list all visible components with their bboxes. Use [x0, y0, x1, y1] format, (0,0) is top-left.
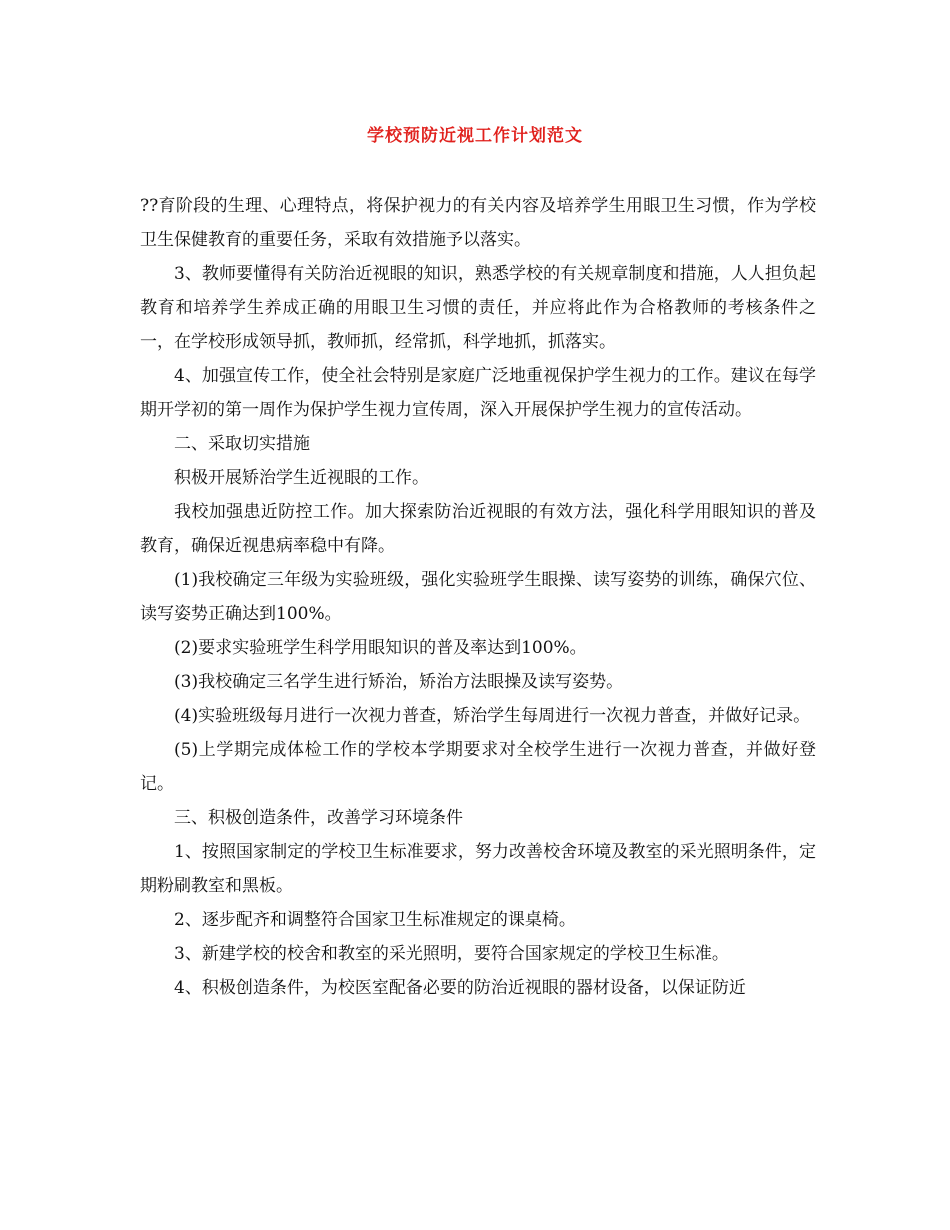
section-heading-measures: 二、采取切实措施	[174, 434, 310, 454]
paragraph-env-3: 3、新建学校的校舍和教室的采光照明，要符合国家规定的学校卫生标准。	[174, 944, 729, 964]
paragraph-prevention-control: 我校加强患近防控工作。加大探索防治近视眼的有效方法，强化科学用眼知识的普及教育，确保近视患病率稳中有降。	[140, 502, 816, 556]
list-item-4: (4)实验班级每月进行一次视力普查，矫治学生每周进行一次视力普查，并做好记录。	[174, 706, 811, 726]
paragraph-publicity-work: 4、加强宣传工作，使全社会特别是家庭广泛地重视保护学生视力的工作。建议在每学期开学初的第一周作为保护学生视力宣传周，深入开展保护学生视力的宣传活动。	[140, 366, 816, 420]
paragraph-env-4: 4、积极创造条件，为校医室配备必要的防治近视眼的器材设备，以保证防近	[174, 978, 746, 998]
paragraph-correction-work: 积极开展矫治学生近视眼的工作。	[174, 468, 429, 488]
list-item-2: (2)要求实验班学生科学用眼知识的普及率达到100%。	[174, 638, 587, 658]
document-title: 学校预防近视工作计划范文	[367, 126, 583, 146]
document-body	[140, 189, 816, 1005]
list-item-5: (5)上学期完成体检工作的学校本学期要求对全校学生进行一次视力普查，并做好登记。	[140, 740, 816, 794]
paragraph-env-2: 2、逐步配齐和调整符合国家卫生标准规定的课桌椅。	[174, 910, 576, 930]
paragraph-teachers-knowledge: 3、教师要懂得有关防治近视眼的知识，熟悉学校的有关规章制度和措施，人人担负起教育和培养学生养成正确的用眼卫生习惯的责任，并应将此作为合格教师的考核条件之一，在学校形成领导抓，教师抓，经常抓，科学地抓，抓落实。	[140, 264, 816, 352]
paragraph-env-1: 1、按照国家制定的学校卫生标准要求，努力改善校舍环境及教室的采光照明条件，定期粉刷教室和黑板。	[140, 842, 816, 896]
section-heading-environment: 三、积极创造条件，改善学习环境条件	[174, 808, 463, 828]
list-item-1: (1)我校确定三年级为实验班级，强化实验班学生眼操、读写姿势的训练，确保穴位、读写姿势正确达到100%。	[140, 570, 816, 624]
list-item-3: (3)我校确定三名学生进行矫治，矫治方法眼操及读写姿势。	[174, 672, 624, 692]
paragraph-continuation: ??育阶段的生理、心理特点，将保护视力的有关内容及培养学生用眼卫生习惯，作为学校卫生保健教育的重要任务，采取有效措施予以落实。	[140, 196, 816, 250]
